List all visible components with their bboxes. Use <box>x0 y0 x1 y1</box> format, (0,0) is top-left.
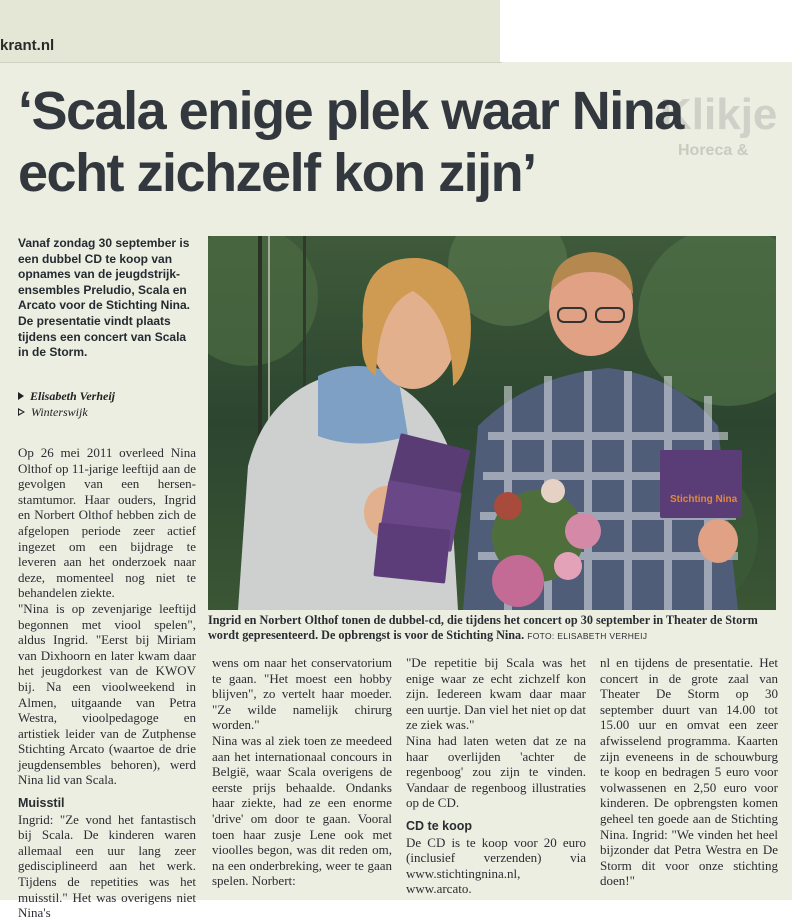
photo-credit: FOTO: ELISABETH VERHEIJ <box>527 631 648 641</box>
subheading: Muisstil <box>18 796 65 811</box>
paragraph: wens om naar het conservatorium te gaan. "Het moest een hobby blijven", zo vertelt haar moeder. "Ze wilde namelijk chirurg worden." <box>212 655 392 733</box>
paragraph: Nina was al ziek toen ze meedeed aan het internationaal concours in België, waar Scala overigens de eerste prijs behaalde. Ondanks haar ziekte, had ze een enorme 'drive' om door te gaan. Vooral toen haar zusje Lene ook met vioolles begon, was dit reden om, na een onderbreking, weer te gaan spelen. Norbert: <box>212 732 392 889</box>
caption-text: Ingrid en Norbert Olthof tonen de dubbel-cd, die tijdens het concert op 30 september in Theater de Storm wordt gepresenteerd. De opbrengst is voor de Stichting Nina. <box>208 613 758 642</box>
headline: ‘Scala enige plek waar Nina echt zichzelf kon zijn’ <box>18 81 683 203</box>
paragraph: De CD is te koop voor 20 euro (inclusief verzenden) via www.stichtingnina.nl, www.arcato. <box>406 834 586 897</box>
article-photo <box>208 236 776 610</box>
byline-place: Winterswijk <box>31 405 88 419</box>
paragraph: "De repetitie bij Scala was het enige waar ze echt zichzelf kon zijn. Iedereen kwam daar maar een uurtje. Dan viel het niet op dat ze ziek was." <box>406 655 586 733</box>
paragraph: Ingrid: "Ze vond het fantastisch bij Scala. De kinderen waren allemaal een uur lang zeer gedisciplineerd aan het werk. Tijdens de repetities was het muisstil." Het was overigens niet Nina's <box>18 811 196 921</box>
site-name: krant.nl <box>0 37 55 54</box>
paragraph: nl en tijdens de presentatie. Het concert in de grote zaal van Theater De Storm op 30 september duurt van 14.00 tot 15.00 uur en omvat een zeer afwisselend programma. Kaarten zijn eveneens in de schouwburg te koop en bedragen 5 euro voor volwassenen en 2,50 euro voor kinderen. De opbrengsten komen geheel ten goede aan de Stichting Nina. Ingrid: "We vinden het heel bijzonder dat Petra Westra en De Storm dit voor onze stichting doen!" <box>600 655 778 889</box>
subheading: CD te koop <box>406 818 472 833</box>
clipping-top-strip <box>0 0 502 63</box>
paragraph: Nina had laten weten dat ze na haar overlijden 'achter de regenboog' zou zijn te vinden. Vandaar de regenboog illustraties op de CD. <box>406 732 586 811</box>
byline-author-row <box>18 388 115 404</box>
byline-place-row <box>18 404 115 420</box>
scan-margin <box>500 0 800 62</box>
byline-author: Elisabeth Verheij <box>30 389 116 403</box>
bleed-through-subheading: Horeca & <box>678 142 749 159</box>
cd-label: Stichting Nina <box>670 494 738 505</box>
article-column-2 <box>212 655 392 889</box>
article-column-1 <box>18 445 196 921</box>
paragraph: "Nina is op zevenjarige leeftijd begonnen met viool spelen", aldus Ingrid. "Eerst bij Miriam van Dixhoorn en later kwam daar het jeugdorkest van de KWOV bij. Na een vioolweekend in Almen, uitgaande van Petra Westra, vioolpedagoge en artistiek leider van de Zutphense Stichting Arcato (waartoe de drie jeugdensembles behoren), werd Nina lid van Scala. <box>18 600 196 788</box>
lead-paragraph: Vanaf zondag 30 september is een dubbel CD te koop van opnames van de jeugdstrijk-ensembles Preludio, Scala en Arcato voor de Stichting Nina. De presentatie vindt plaats tijdens een concert van Scala in de Storm. <box>18 236 191 360</box>
triangle-bullet-icon <box>18 392 24 400</box>
photo-caption <box>208 613 780 644</box>
article-column-3 <box>406 655 586 897</box>
paragraph: Op 26 mei 2011 overleed Nina Olthof op 11-jarige leeftijd aan de gevolgen van een hersen-stamtumor. Haar ouders, Ingrid en Norbert Olthof hebben zich de afgelopen periode zeer actief ingezet om een bijdrage te leveren aan het onderzoek naar deze, momenteel nog niet te behandelen ziekte. <box>18 445 196 601</box>
outline-triangle-bullet-icon <box>18 408 25 416</box>
bleed-through-heading: Klikje <box>660 90 778 139</box>
article-column-4 <box>600 655 778 889</box>
byline <box>18 388 115 420</box>
